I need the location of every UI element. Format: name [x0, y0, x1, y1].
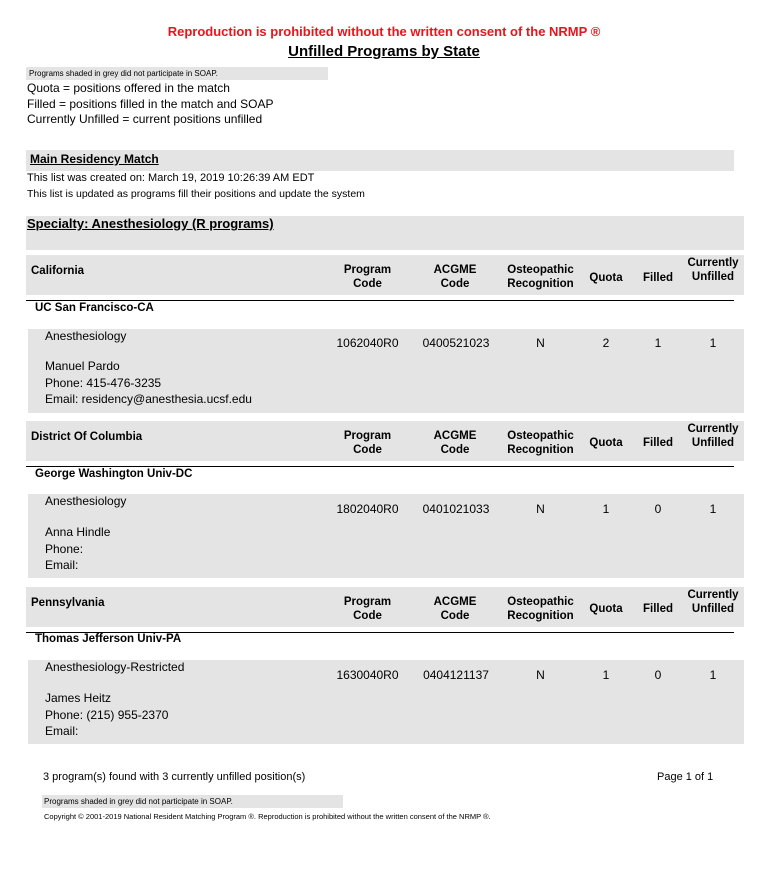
- contact-phone: Phone: (215) 955-2370: [45, 707, 169, 722]
- unfilled-value: 1: [709, 668, 717, 682]
- program-name: Anesthesiology-Restricted: [45, 660, 185, 674]
- col-currently-unfilled: Currently Unfilled: [687, 589, 739, 615]
- legend-quota: Quota = positions offered in the match: [27, 81, 230, 95]
- footer-soap-note: Programs shaded in grey did not participate in SOAP.: [42, 795, 343, 808]
- divider: [26, 466, 734, 467]
- specialty-title: Specialty: Anesthesiology (R programs): [27, 216, 274, 231]
- contact-phone: Phone: 415-476-3235: [45, 375, 162, 390]
- legend-filled: Filled = positions filled in the match and SOAP: [27, 96, 274, 111]
- col-filled: Filled: [642, 603, 674, 615]
- col-program-code: Program Code: [343, 596, 392, 622]
- contact-name: Anna Hindle: [45, 525, 111, 539]
- col-quota: Quota: [589, 437, 623, 449]
- legend: [27, 81, 273, 128]
- col-filled: Filled: [642, 272, 674, 284]
- contact-email: Email: residency@anesthesia.ucsf.edu: [45, 392, 252, 406]
- contact-block: [45, 524, 110, 574]
- col-program-code: Program Code: [343, 264, 392, 290]
- institution-name: UC San Francisco-CA: [35, 302, 154, 314]
- contact-block: [45, 358, 252, 408]
- osteopathic-value: N: [536, 336, 545, 350]
- filled-value: 0: [654, 668, 662, 682]
- state-name: Pennsylvania: [31, 597, 105, 609]
- col-acgme-code: ACGME Code: [433, 596, 477, 622]
- unfilled-value: 1: [709, 336, 717, 350]
- col-acgme-code: ACGME Code: [433, 430, 477, 456]
- reproduction-warning: Reproduction is prohibited without the written consent of the NRMP ®: [167, 24, 601, 39]
- contact-name: James Heitz: [45, 691, 112, 705]
- state-name: California: [31, 265, 85, 277]
- program-code: 1802040R0: [336, 502, 399, 516]
- col-program-code: Program Code: [343, 430, 392, 456]
- acgme-code: 0401021033: [422, 502, 490, 516]
- page-title: [0, 43, 768, 60]
- institution-name: Thomas Jefferson Univ-PA: [35, 633, 182, 645]
- unfilled-value: 1: [709, 502, 717, 516]
- osteopathic-value: N: [536, 502, 545, 516]
- col-quota: Quota: [589, 603, 623, 615]
- col-osteopathic: Osteopathic Recognition: [507, 430, 574, 456]
- institution-name: George Washington Univ-DC: [35, 468, 193, 480]
- match-title: Main Residency Match: [30, 152, 159, 166]
- program-code: 1062040R0: [336, 336, 399, 350]
- col-osteopathic: Osteopathic Recognition: [507, 596, 574, 622]
- quota-value: 1: [602, 502, 610, 516]
- divider: [26, 300, 734, 301]
- contact-name: Manuel Pardo: [45, 359, 120, 373]
- contact-block: [45, 690, 168, 740]
- page-title-text: Unfilled Programs by State: [288, 43, 480, 60]
- col-quota: Quota: [589, 272, 623, 284]
- osteopathic-value: N: [536, 668, 545, 682]
- filled-value: 1: [654, 336, 662, 350]
- col-filled: Filled: [642, 437, 674, 449]
- program-code: 1630040R0: [336, 668, 399, 682]
- col-acgme-code: ACGME Code: [433, 264, 477, 290]
- page-number: Page 1 of 1: [657, 771, 714, 783]
- quota-value: 2: [602, 336, 610, 350]
- copyright: Copyright © 2001-2019 National Resident Matching Program ®. Reproduction is prohibited without the written consent of the NRMP ®.: [44, 812, 491, 821]
- acgme-code: 0404121137: [423, 668, 489, 682]
- contact-phone: Phone:: [45, 541, 84, 556]
- acgme-code: 0400521023: [422, 336, 490, 350]
- results-count: 3 program(s) found with 3 currently unfilled position(s): [43, 771, 306, 783]
- contact-email: Email:: [45, 724, 79, 738]
- quota-value: 1: [602, 668, 610, 682]
- soap-note: Programs shaded in grey did not participate in SOAP.: [26, 67, 328, 80]
- program-name: Anesthesiology: [45, 494, 127, 508]
- contact-email: Email:: [45, 558, 79, 572]
- col-osteopathic: Osteopathic Recognition: [507, 264, 574, 290]
- legend-unfilled: Currently Unfilled = current positions unfilled: [27, 112, 263, 126]
- update-note: This list is updated as programs fill their positions and update the system: [27, 188, 365, 200]
- program-name: Anesthesiology: [45, 329, 127, 343]
- col-currently-unfilled: Currently Unfilled: [687, 257, 739, 283]
- created-timestamp: This list was created on: March 19, 2019 10:26:39 AM EDT: [27, 172, 315, 184]
- filled-value: 0: [654, 502, 662, 516]
- state-name: District Of Columbia: [31, 431, 143, 443]
- col-currently-unfilled: Currently Unfilled: [687, 423, 739, 449]
